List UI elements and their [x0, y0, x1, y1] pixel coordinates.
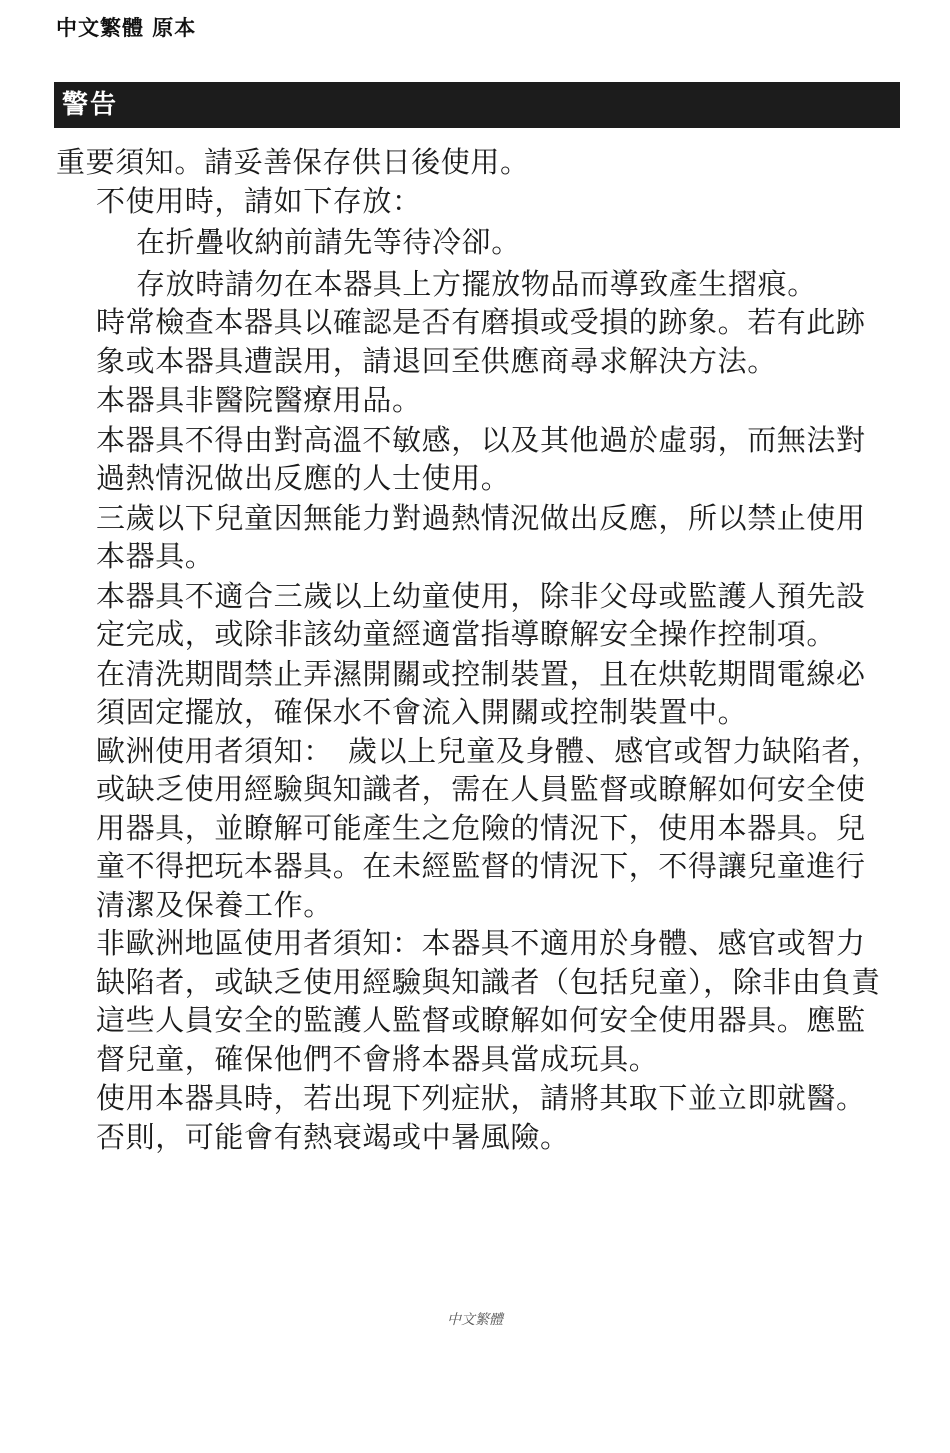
- storage-item-no-objects: 存放時請勿在本器具上方擺放物品而導致產生摺痕。: [136, 266, 817, 301]
- warning-section-bar: [54, 82, 900, 128]
- not-medical-paragraph: 本器具非醫院醫療用品。: [96, 383, 422, 417]
- storage-item-cool: 在折疊收納前請先等待冷卻。: [136, 225, 521, 259]
- inspect-paragraph: 時常檢查本器具以確認是否有磨損或受損的跡象。若有此跡象或本器具遭誤用，請退回至供應商尋求解決方法。: [96, 305, 866, 378]
- storage-intro: 不使用時，請如下存放：: [96, 183, 422, 218]
- under-three-paragraph: 三歲以下兒童因無能力對過熱情況做出反應，所以禁止使用本器具。: [96, 500, 866, 573]
- symptoms-paragraph: 使用本器具時，若出現下列症狀，請將其取下並立即就醫。否則，可能會有熱衰竭或中暑風險。: [96, 1081, 866, 1154]
- cleaning-paragraph: 在清洗期間禁止弄濕開關或控制裝置，且在烘乾期間電線必須固定擺放，確保水不會流入開關或控制裝置中。: [96, 656, 866, 729]
- insensitive-users-paragraph: 本器具不得由對高溫不敏感，以及其他過於虛弱，而無法對過熱情況做出反應的人士使用。: [96, 422, 866, 495]
- warning-content: [56, 143, 886, 1156]
- language-header: 中文繁體 原本: [56, 16, 197, 40]
- page-footer: 中文繁體: [447, 1312, 503, 1328]
- warning-title: 警告: [62, 90, 119, 120]
- non-eu-notice-paragraph: 非歐洲地區使用者須知：本器具不適用於身體、感官或智力缺陷者，或缺乏使用經驗與知識者（包括兒童），除非由負責這些人員安全的監護人監督或瞭解如何安全使用器具。應監督兒童，確保他們不會將本器具當成玩具。: [96, 926, 881, 1076]
- intro-notice: 重要須知。請妥善保存供日後使用。: [56, 145, 530, 179]
- eu-notice-paragraph: 歐洲使用者須知： 歲以上兒童及身體、感官或智力缺陷者，或缺乏使用經驗與知識者，需在人員監督或瞭解如何安全使用器具，並瞭解可能產生之危險的情況下，使用本器具。兒童不得把玩本器具。在未經監督的情況下，不得讓兒童進行清潔及保養工作。: [96, 733, 881, 922]
- over-three-paragraph: 本器具不適合三歲以上幼童使用，除非父母或監護人預先設定完成，或除非該幼童經適當指導瞭解安全操作控制項。: [96, 578, 866, 651]
